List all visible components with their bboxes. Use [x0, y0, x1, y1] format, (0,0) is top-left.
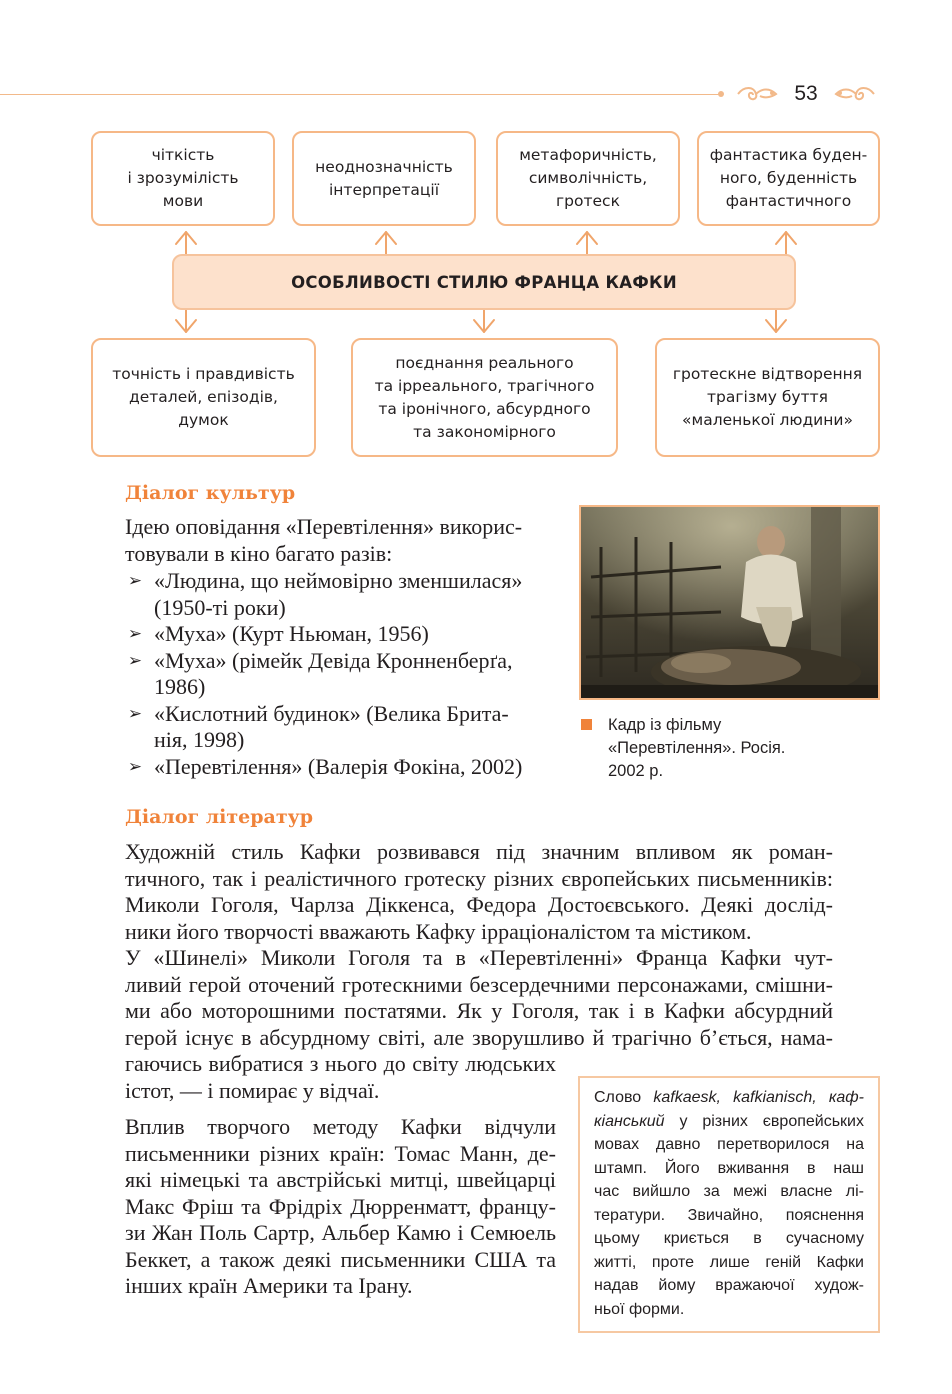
box-line: метафоричність,: [519, 146, 657, 164]
diagram-top-box-2: [292, 131, 476, 226]
diagram-bottom-box-1: [91, 338, 316, 457]
caption-marker-icon: [581, 719, 592, 730]
text-line: час вийшло за межі власне лі-: [594, 1183, 864, 1200]
list-item: [125, 568, 555, 621]
text-line: «Перевтілення» (Валерія Фокіна, 2002): [154, 753, 523, 779]
text-line: Беккет, а також деякі письменники США та: [125, 1246, 556, 1272]
text-line: зи Жан Поль Сартр, Альбер Камю і Семюель: [125, 1220, 556, 1245]
arrow-up-icon: [776, 232, 796, 254]
box-line: і зрозумілість: [127, 169, 239, 187]
diagram-bottom-box-2: [351, 338, 618, 457]
box-line: чіткість: [151, 146, 215, 164]
text-line: які німецькі та австрійські митці, швейцарці: [125, 1167, 556, 1192]
text-line: 1986): [154, 674, 206, 699]
header-rule-end-dot: [718, 91, 724, 97]
text-line: інших країн Америки та Ірану.: [125, 1273, 413, 1298]
caption-line: Кадр із фільму: [608, 716, 722, 734]
section-heading-dialog-literatures: Діалог літератур: [125, 806, 314, 828]
text-line: кіанський у різних європейських: [594, 1112, 864, 1130]
paragraph-style-influences: [125, 839, 833, 945]
box-line: поєднання реального: [395, 353, 574, 372]
section-heading-dialog-cultures: Діалог культур: [125, 482, 296, 504]
text-line: істот, — і помирає у відчаї.: [125, 1077, 380, 1103]
text-line: надав йому вражаючої худож-: [594, 1277, 864, 1294]
text-line: нія, 1998): [154, 727, 245, 752]
text-line: «Муха» (рімейк Девіда Кронненберґа,: [154, 647, 513, 673]
text-line: Ідею оповідання «Перевтілення» викорис-: [125, 514, 523, 539]
caption-line: 2002 р.: [608, 762, 664, 780]
text-line: ми або моторошними постатями. Як у Гоголя, так і в Кафки абсурдний: [125, 998, 833, 1023]
box-line: та закономірного: [413, 422, 556, 441]
text-line: ники його творчості вважають Кафку ірраціоналістом та містиком.: [125, 918, 752, 944]
sidebar-note-kafkaesque: [578, 1076, 880, 1333]
caption-line: «Перевтілення». Росія.: [608, 739, 786, 757]
box-line: «маленької людини»: [682, 411, 853, 429]
text-line: тичного, так і реалістичного гротеску різних європейських письменників:: [125, 865, 833, 891]
box-line: думок: [178, 411, 229, 429]
swirl-ornament-left-icon: [734, 84, 780, 104]
text-line: Художній стиль Кафки розвивався під значним впливом як роман-: [125, 839, 833, 864]
text-line: письменники різних країн: Томас Манн, де-: [125, 1140, 556, 1166]
box-line: фантастичного: [725, 192, 852, 210]
text-line: Слово kafkaesk, kafkianisch, каф-: [594, 1089, 865, 1106]
box-line: трагізму буття: [707, 388, 828, 406]
text-line: Миколи Гоголя, Чарлза Діккенса, Федора Достоєвського. Деякі дослід-: [125, 892, 833, 917]
list-item: [125, 754, 555, 781]
arrow-down-icon: [176, 310, 196, 332]
box-line: мови: [162, 192, 204, 210]
text-line: штамп. Його вживання в наш: [594, 1159, 864, 1177]
arrowhead-bullet-icon: ➢: [127, 624, 143, 644]
arrowhead-bullet-icon: ➢: [127, 650, 143, 671]
swirl-ornament-right-icon: [832, 84, 878, 104]
box-line: та іронічного, абсурдного: [378, 399, 591, 418]
text-line: Вплив творчого методу Кафки відчули: [125, 1114, 556, 1139]
arrowhead-bullet-icon: ➢: [127, 703, 143, 724]
film-still-image: [579, 505, 880, 700]
cultures-intro: [125, 514, 555, 567]
box-line: фантастика буден-: [709, 146, 868, 164]
text-line: мовах давно перетворилося на: [594, 1136, 864, 1153]
text-line: Макс Фріш та Фрідріх Дюрренматт, францу-: [125, 1193, 556, 1219]
box-line: деталей, епізодів,: [129, 388, 278, 406]
arrowhead-bullet-icon: ➢: [127, 756, 143, 777]
box-line: ного, буденність: [719, 169, 858, 187]
arrowhead-bullet-icon: ➢: [127, 571, 143, 591]
box-line: та ірреального, трагічного: [374, 376, 595, 395]
text-line: житті, проте лише геній Кафки: [594, 1253, 864, 1271]
text-line: цьому криється в сучасному: [594, 1230, 864, 1247]
paragraph-kafka-influence: [125, 1114, 556, 1300]
box-line: гротескне відтворення: [672, 365, 863, 383]
text-line: тератури. Звичайно, пояснення: [594, 1206, 864, 1224]
list-item: [125, 701, 555, 754]
diagram-bottom-box-3: [655, 338, 880, 457]
page-number: 53: [794, 82, 818, 105]
header-rule: [0, 94, 722, 95]
arrow-up-icon: [176, 232, 196, 254]
arrow-down-icon: [766, 310, 786, 332]
text-line: гаючись вибратися з нього до світу людських: [125, 1051, 556, 1076]
film-list: [125, 568, 555, 780]
film-still-caption: [608, 714, 858, 783]
text-line: ливий герой оточений гротескними безсердечними персонажами, смішни-: [125, 971, 833, 997]
list-item: [125, 621, 555, 648]
text-line: «Муха» (Курт Ньюман, 1956): [154, 621, 429, 646]
text-line: ньої форми.: [594, 1300, 685, 1318]
box-line: неоднозначність: [315, 157, 453, 176]
box-line: гротеск: [556, 192, 620, 210]
text-line: У «Шинелі» Миколи Гоголя та в «Перевтіленні» Франца Кафки чут-: [125, 945, 833, 970]
diagram-top-box-3: [496, 131, 680, 226]
box-line: точність і правдивість: [112, 365, 295, 383]
arrow-down-icon: [474, 310, 494, 332]
diagram-center-title: ОСОБЛИВОСТІ СТИЛЮ ФРАНЦА КАФКИ: [172, 254, 796, 310]
list-item: [125, 648, 555, 701]
box-line: інтерпретації: [328, 180, 440, 199]
text-line: (1950-ті роки): [154, 594, 286, 620]
diagram-top-box-4: [697, 131, 880, 226]
text-line: товували в кіно багато разів:: [125, 540, 393, 566]
text-line: «Людина, що неймовірно зменшилася»: [154, 568, 523, 593]
box-line: символічність,: [528, 169, 648, 187]
text-line: герой існує в абсурдному світі, але зворушливо й трагічно б’ється, нама-: [125, 1024, 833, 1050]
arrow-up-icon: [376, 232, 396, 254]
diagram-top-box-1: [91, 131, 275, 226]
arrow-up-icon: [577, 232, 597, 254]
text-line: «Кислотний будинок» (Велика Брита-: [154, 700, 509, 726]
